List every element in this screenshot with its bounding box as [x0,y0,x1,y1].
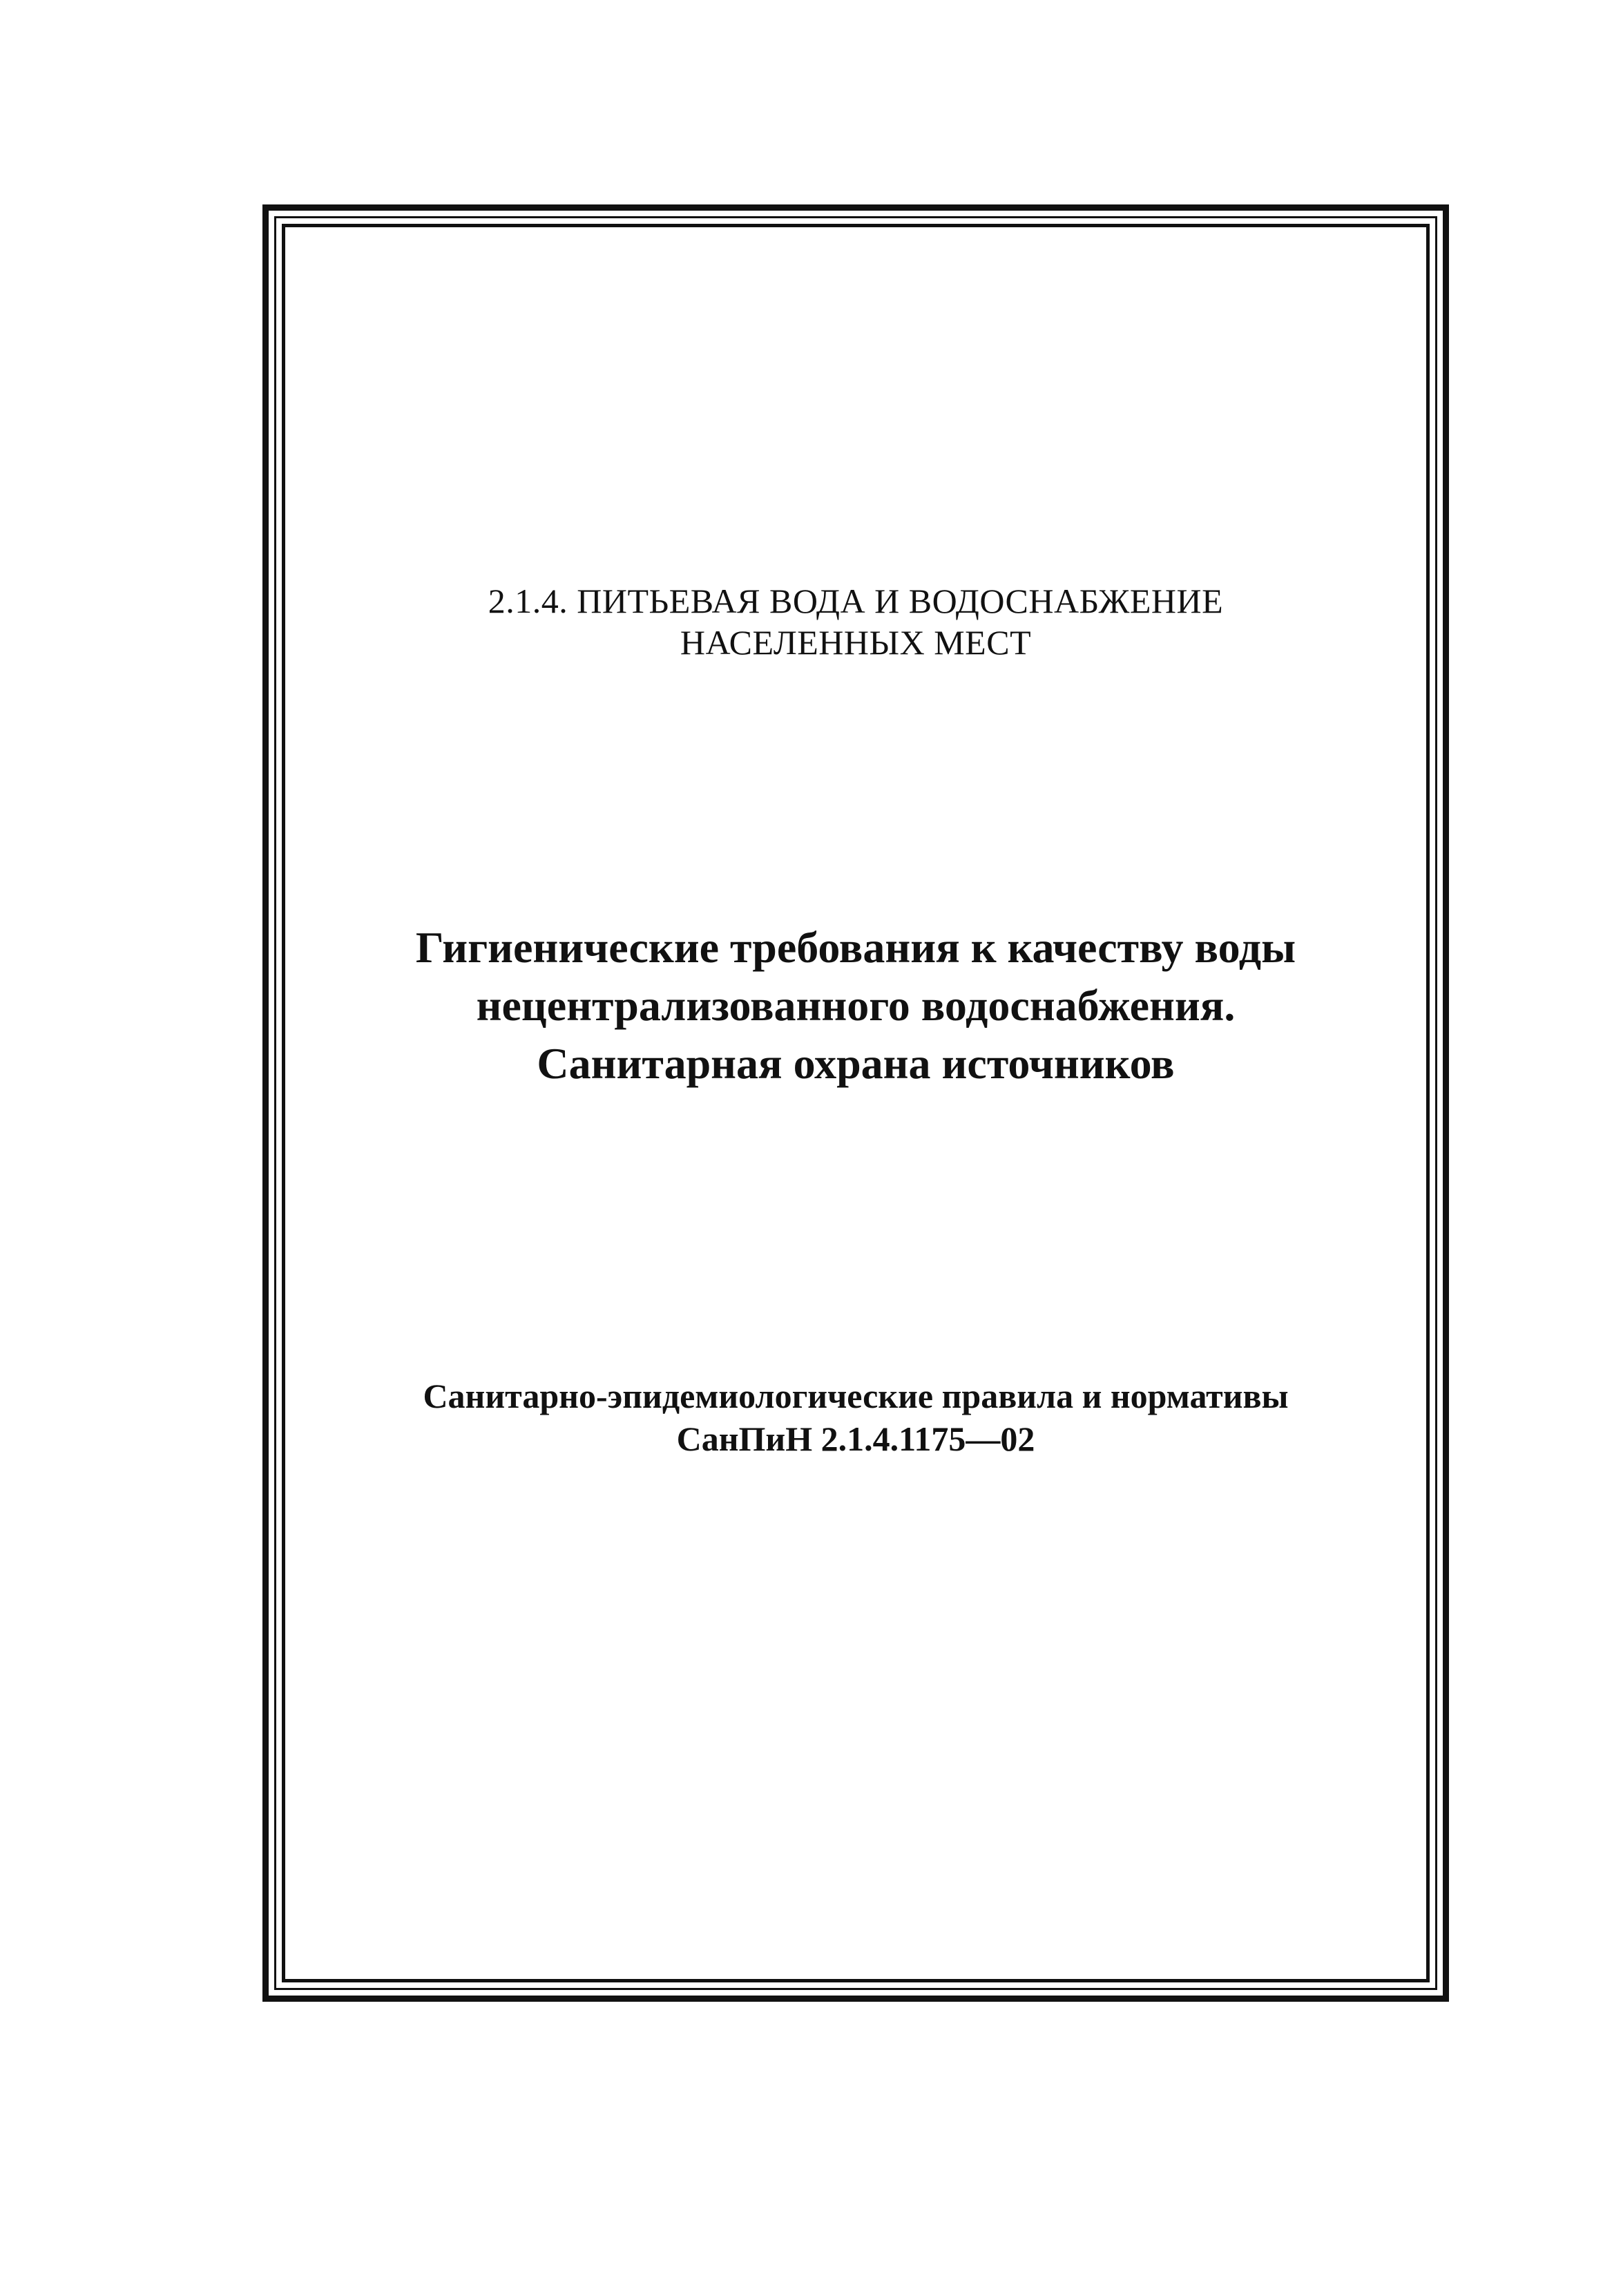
document-title [262,919,1449,1093]
section-heading [262,580,1449,663]
document-type [262,1375,1449,1460]
document-code: СанПиН 2.1.4.1175—02 [676,1419,1035,1458]
document-type-line-1: Санитарно-эпидемиологические правила и нормативы [423,1377,1289,1415]
page-border-frame [262,204,1449,2002]
document-title-line-2: нецентрализованного водоснабжения. [476,981,1236,1030]
document-title-line-3: Санитарная охрана источников [537,1039,1175,1088]
section-heading-line-2: НАСЕЛЕННЫХ МЕСТ [680,623,1032,662]
document-title-line-1: Гигиенические требования к качеству воды [415,923,1296,972]
page-border-middle [274,216,1437,1990]
section-heading-line-1: 2.1.4. ПИТЬЕВАЯ ВОДА И ВОДОСНАБЖЕНИЕ [488,582,1224,620]
page-border-inner [282,224,1430,1982]
